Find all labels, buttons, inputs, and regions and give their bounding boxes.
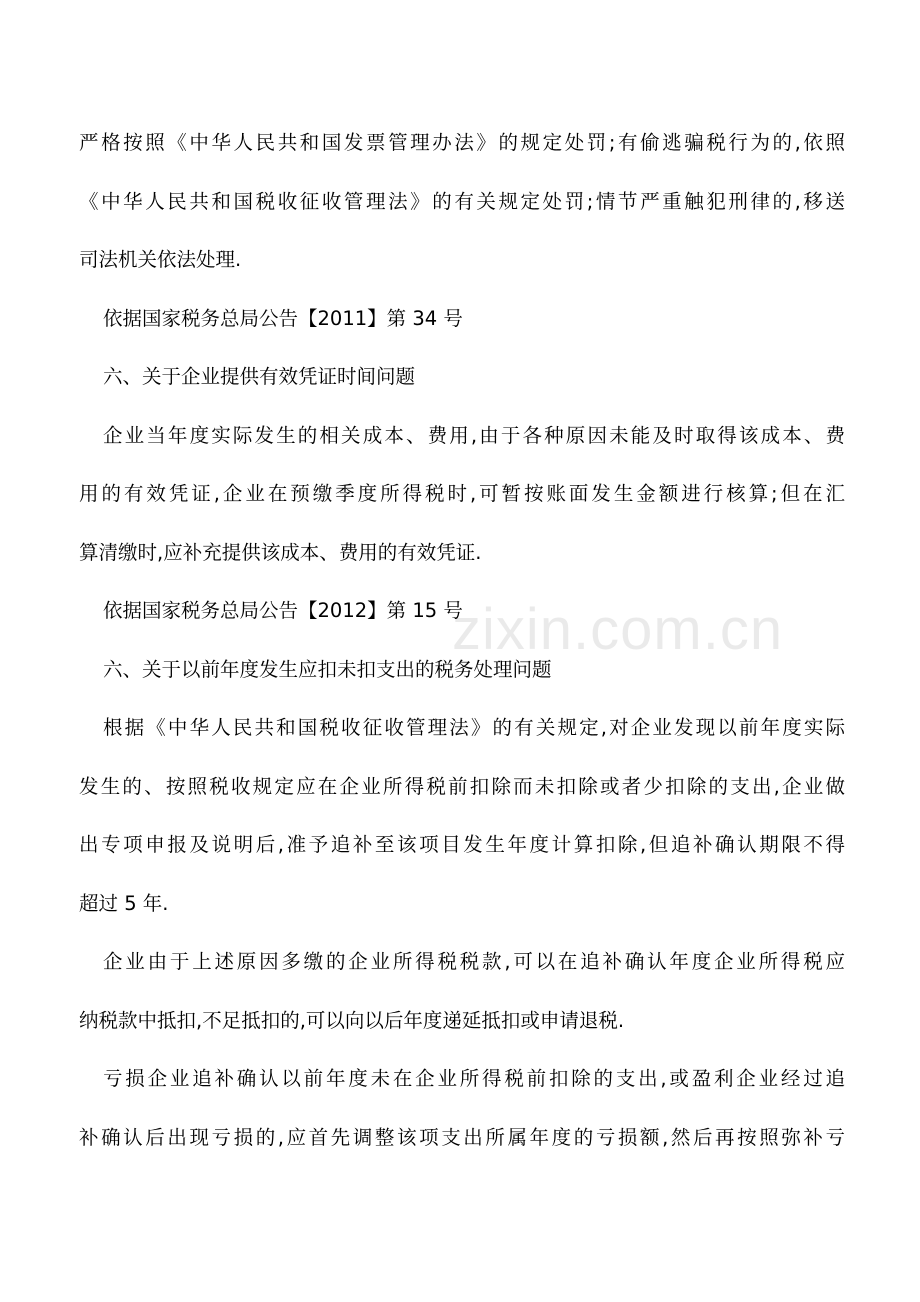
reference-line: 依据国家税务总局公告【2011】第 34 号 [103, 306, 463, 330]
paragraph [79, 703, 845, 937]
text-line: 严格按照《中华人民共和国发票管理办法》的规定处罚;有偷逃骗税行为的,依照 [79, 131, 845, 154]
text-line: 企业当年度实际发生的相关成本、费用,由于各种原因未能及时取得该成本、费 [103, 423, 845, 447]
text-line: 根据《中华人民共和国税收征收管理法》的有关规定,对企业发现以前年度实际 [103, 716, 845, 739]
paragraph [79, 118, 845, 294]
watermark: zixin.com.cn [452, 597, 784, 662]
paragraph [79, 937, 845, 1054]
reference-line: 依据国家税务总局公告【2012】第 15 号 [103, 599, 463, 622]
text-line: 出专项申报及说明后,准予追补至该项目发生年度计算扣除,但追补确认期限不得 [79, 833, 845, 856]
paragraph [79, 411, 845, 587]
paragraph [79, 1054, 845, 1171]
text-line: 用的有效凭证,企业在预缴季度所得税时,可暂按账面发生金额进行核算;但在汇 [79, 482, 845, 505]
section-heading: 六、关于以前年度发生应扣未扣支出的税务处理问题 [103, 657, 552, 681]
paragraph [79, 645, 845, 704]
text-line: 企业由于上述原因多缴的企业所得税税款,可以在追补确认年度企业所得税应 [103, 950, 845, 973]
text-line: 发生的、按照税收规定应在企业所得税前扣除而未扣除或者少扣除的支出,企业做 [79, 774, 845, 798]
text-line: 司法机关依法处理. [79, 248, 242, 271]
paragraph [79, 586, 845, 645]
text-line: 纳税款中抵扣,不足抵扣的,可以向以后年度递延抵扣或申请退税. [79, 1008, 625, 1032]
document-body [79, 118, 845, 1171]
section-heading: 六、关于企业提供有效凭证时间问题 [103, 365, 416, 388]
text-line: 《中华人民共和国税收征收管理法》的有关规定处罚;情节严重触犯刑律的,移送 [79, 189, 845, 213]
paragraph [79, 294, 845, 353]
text-line: 超过 5 年. [79, 891, 169, 915]
text-line: 算清缴时,应补充提供该成本、费用的有效凭证. [79, 540, 482, 564]
paragraph [79, 352, 845, 411]
text-line: 补确认后出现亏损的,应首先调整该项支出所属年度的亏损额,然后再按照弥补亏 [79, 1125, 845, 1149]
text-line: 亏损企业追补确认以前年度未在企业所得税前扣除的支出,或盈利企业经过追 [103, 1067, 845, 1090]
